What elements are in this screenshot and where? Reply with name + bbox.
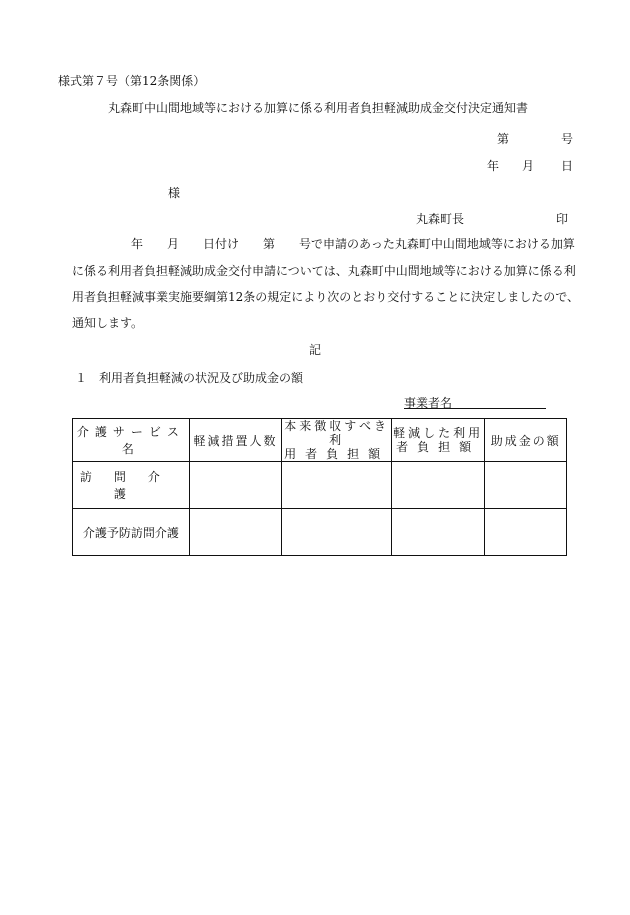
row-subsidy-cell[interactable]: [485, 462, 567, 509]
body-line-1: 年 月 日付け 第 号で申請のあった丸森町中山間地域等における加算: [131, 237, 575, 251]
business-name-label: 事業者名: [404, 396, 453, 410]
row-subsidy-cell[interactable]: [485, 509, 567, 556]
header-subsidy: 助成金の額: [485, 419, 567, 462]
body-line-4: 通知します。: [72, 316, 144, 330]
section-1-heading: １ 利用者負担軽減の状況及び助成金の額: [75, 371, 304, 385]
ki-heading: 記: [309, 343, 322, 357]
table-row: [73, 462, 567, 509]
row-service-name: 介護予防訪問介護: [73, 509, 190, 556]
seal-mark: 印: [556, 212, 569, 226]
row-persons-cell[interactable]: [189, 509, 282, 556]
document-title: 丸森町中山間地域等における加算に係る利用者負担軽減助成金交付決定通知書: [108, 101, 529, 115]
number-suffix: 号: [561, 132, 574, 146]
row-original-burden-cell[interactable]: [282, 462, 392, 509]
business-name-underline: [404, 408, 546, 409]
row-service-name: 訪問介護: [73, 462, 190, 509]
date-day: 日: [561, 159, 574, 173]
row-original-burden-cell[interactable]: [282, 509, 392, 556]
recipient-honorific: 様: [168, 186, 181, 200]
row-reduced-burden-cell[interactable]: [391, 462, 485, 509]
form-number: 様式第７号（第12条関係）: [58, 74, 206, 88]
header-persons: 軽減措置人数: [189, 419, 282, 462]
number-prefix: 第: [497, 132, 510, 146]
issuer-name: 丸森町長: [416, 212, 465, 226]
header-service: 介護サービス名: [73, 419, 190, 462]
table-row: [73, 509, 567, 556]
header-original-burden: 本来徴収すべき利 用者負担額: [282, 419, 392, 462]
row-reduced-burden-cell[interactable]: [391, 509, 485, 556]
date-year: 年: [487, 159, 500, 173]
body-line-3: 用者負担軽減事業実施要綱第12条の規定により次のとおり交付することに決定しましたので、: [72, 290, 580, 304]
subsidy-table: [72, 418, 567, 556]
date-month: 月: [522, 159, 535, 173]
header-reduced-burden: 軽減した利用 者負担額: [391, 419, 485, 462]
row-persons-cell[interactable]: [189, 462, 282, 509]
table-header-row: [73, 419, 567, 462]
body-line-2: に係る利用者負担軽減助成金交付申請については、丸森町中山間地域等における加算に係る利: [72, 264, 576, 278]
